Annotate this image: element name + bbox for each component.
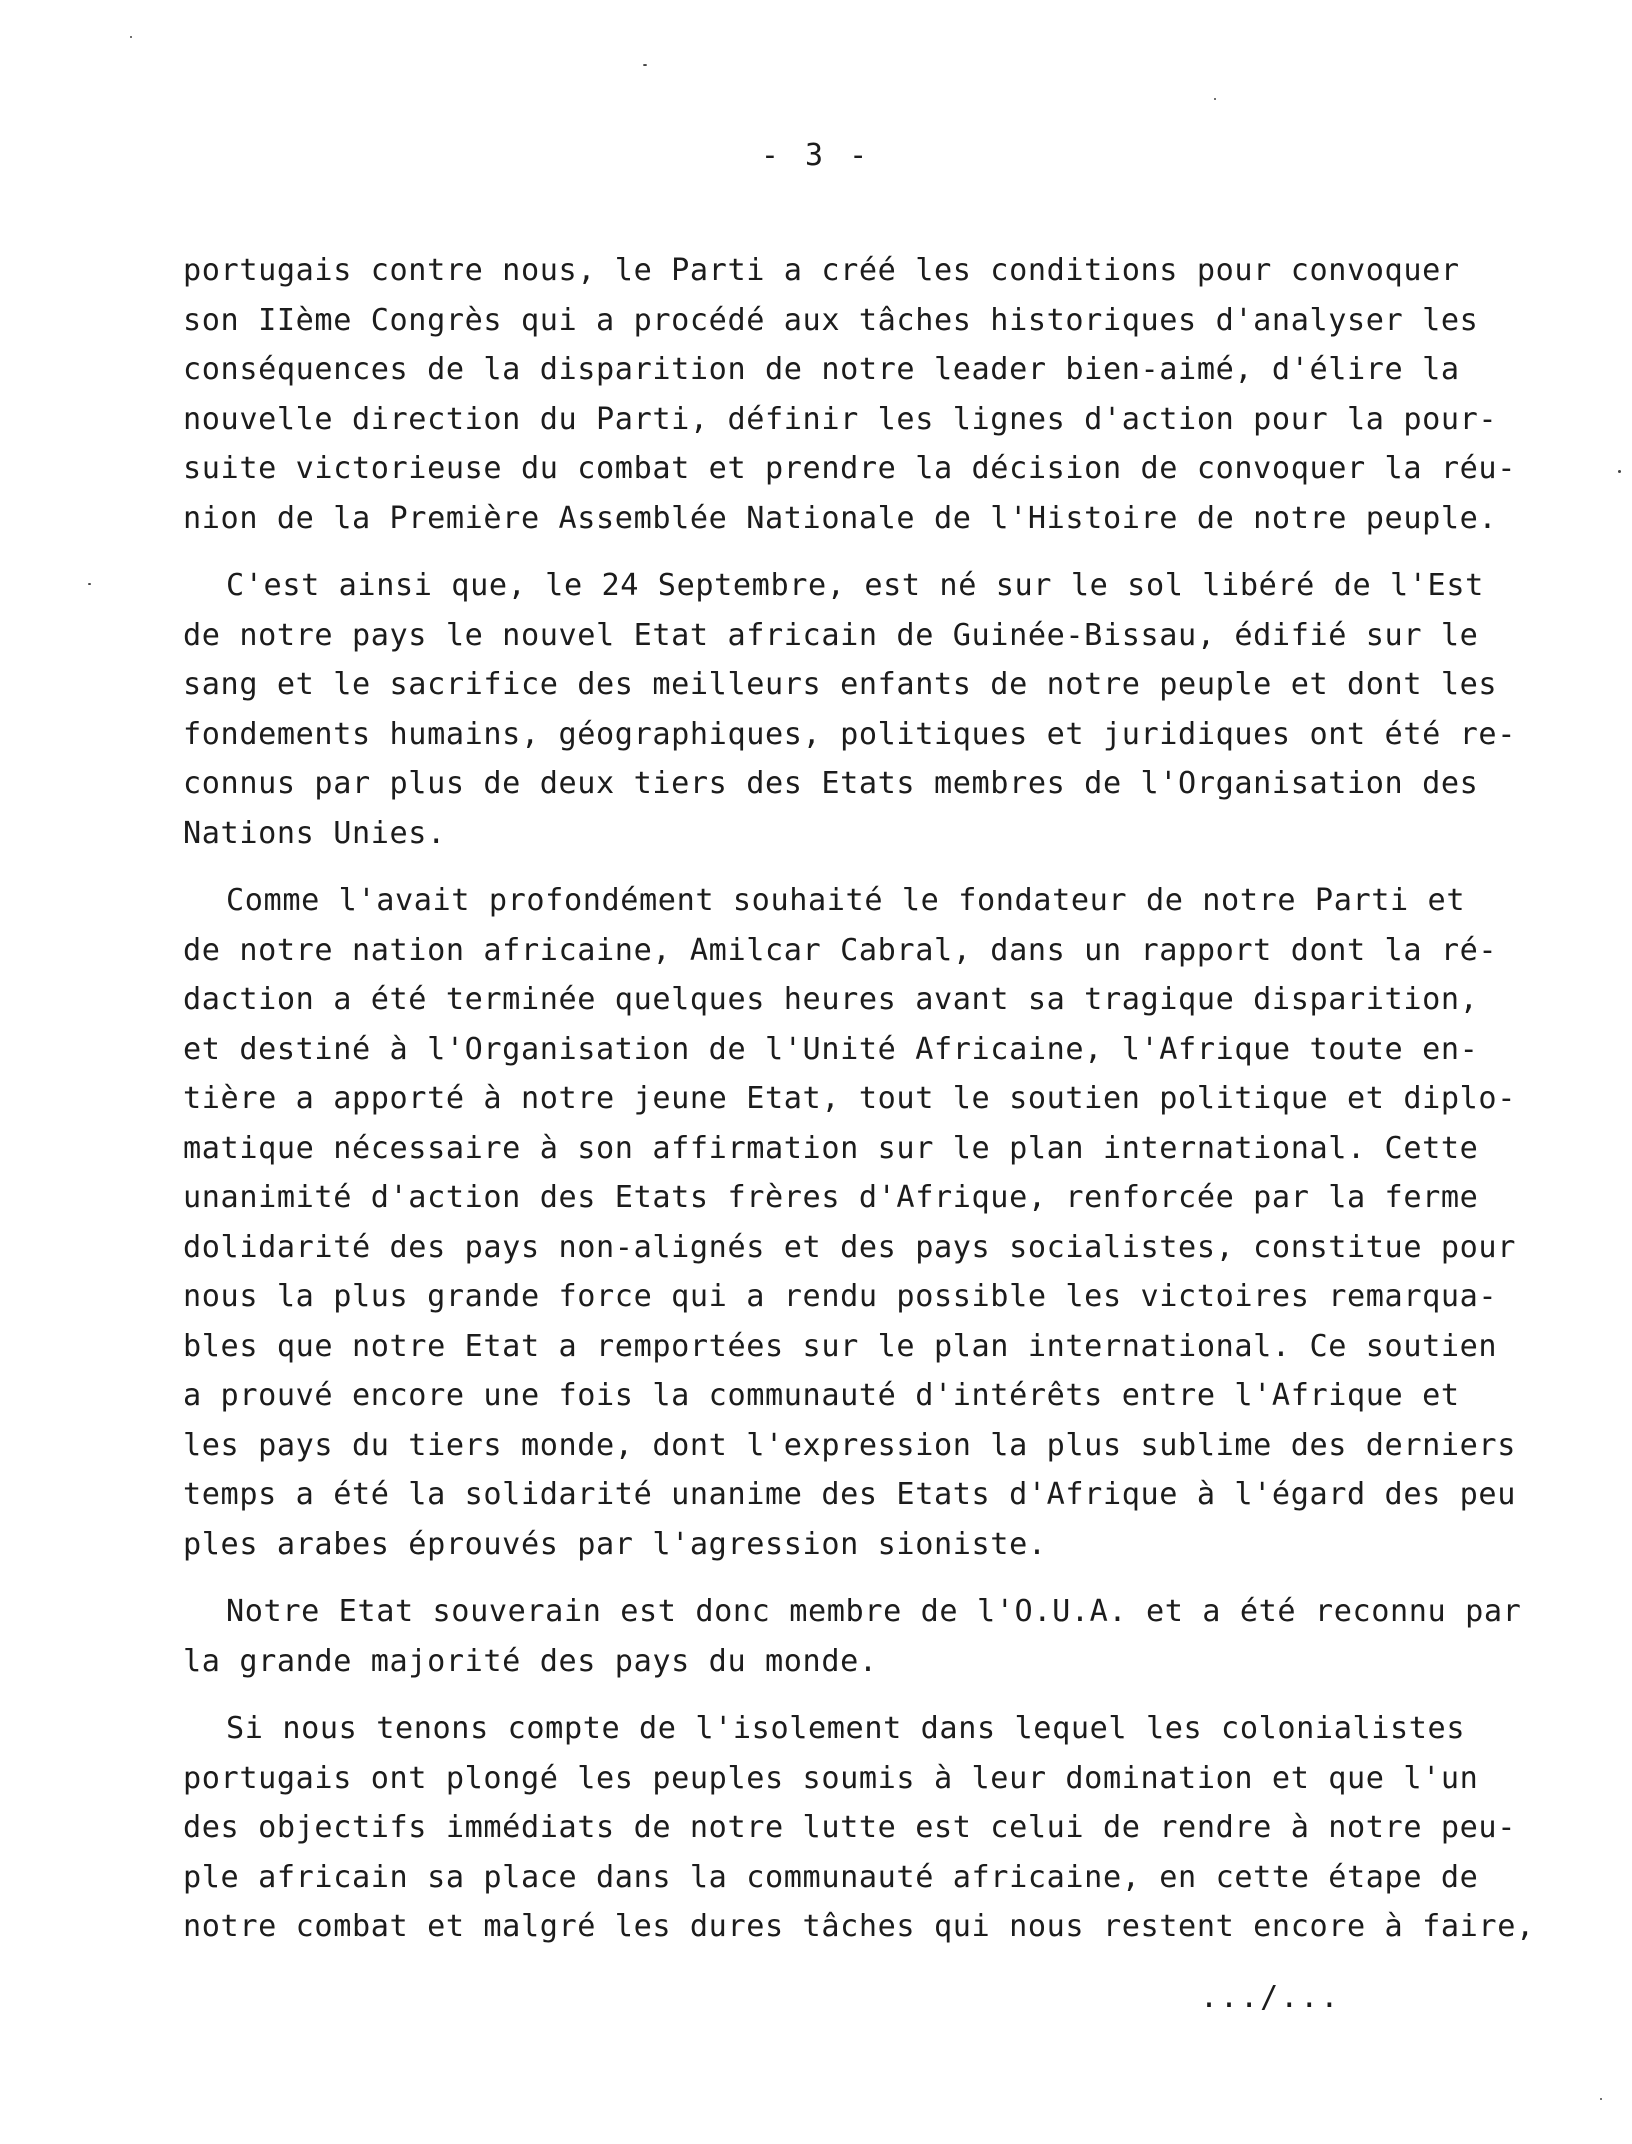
text-line: Nations Unies. <box>183 815 446 851</box>
text-line: portugais ont plongé les peuples soumis à leur domination et que l'un <box>183 1760 1479 1796</box>
scan-speck <box>1214 98 1216 100</box>
text-line: ples arabes éprouvés par l'agression sioniste. <box>183 1526 1047 1562</box>
text-line: notre combat et malgré les dures tâches qui nous restent encore à faire, <box>183 1909 1535 1944</box>
paragraph-5 <box>183 1704 1608 1952</box>
text-line: suite victorieuse du combat et prendre la décision de convoquer la réu- <box>183 451 1516 486</box>
body-text <box>183 246 1608 1970</box>
scan-speck <box>1600 2098 1602 2100</box>
paragraph-3 <box>183 876 1608 1569</box>
page-number: - 3 - <box>760 138 872 173</box>
text-line: bles que notre Etat a remportées sur le plan international. Ce soutien <box>183 1328 1498 1364</box>
text-line: dolidarité des pays non-alignés et des pays socialistes, constitue pour <box>183 1229 1516 1265</box>
text-line: Notre Etat souverain est donc membre de l'O.U.A. et a été reconnu par <box>226 1594 1522 1629</box>
scan-speck <box>1618 470 1621 473</box>
text-line: a prouvé encore une fois la communauté d'intérêts entre l'Afrique et <box>183 1378 1460 1413</box>
scan-speck <box>643 64 647 66</box>
text-line: des objectifs immédiats de notre lutte est celui de rendre à notre peu- <box>183 1810 1516 1845</box>
text-line: sang et le sacrifice des meilleurs enfants de notre peuple et dont les <box>183 667 1498 702</box>
text-line: ple africain sa place dans la communauté africaine, en cette étape de <box>183 1859 1479 1895</box>
text-line: conséquences de la disparition de notre leader bien-aimé, d'élire la <box>183 352 1460 387</box>
text-line: de notre nation africaine, Amilcar Cabral, dans un rapport dont la ré- <box>183 932 1498 968</box>
text-line: portugais contre nous, le Parti a créé les conditions pour convoquer <box>183 253 1460 288</box>
scan-speck <box>88 583 91 585</box>
text-line: de notre pays le nouvel Etat africain de Guinée-Bissau, édifié sur le <box>183 617 1479 653</box>
continuation-mark: .../... <box>1200 1980 1341 2015</box>
text-line: daction a été terminée quelques heures avant sa tragique disparition, <box>183 982 1479 1017</box>
text-line: matique nécessaire à son affirmation sur le plan international. Cette <box>183 1130 1479 1166</box>
text-line: les pays du tiers monde, dont l'expression la plus sublime des derniers <box>183 1427 1516 1463</box>
paragraph-4 <box>183 1587 1608 1686</box>
text-line: tière a apporté à notre jeune Etat, tout le soutien politique et diplo- <box>183 1081 1516 1116</box>
text-line: C'est ainsi que, le 24 Septembre, est né sur le sol libéré de l'Est <box>226 568 1484 603</box>
text-line: temps a été la solidarité unanime des Etats d'Afrique à l'égard des peu <box>183 1477 1516 1512</box>
text-line: nous la plus grande force qui a rendu possible les victoires remarqua- <box>183 1279 1498 1314</box>
text-line: son IIème Congrès qui a procédé aux tâches historiques d'analyser les <box>183 302 1479 338</box>
text-line: et destiné à l'Organisation de l'Unité Africaine, l'Afrique toute en- <box>183 1031 1479 1067</box>
text-line: Comme l'avait profondément souhaité le fondateur de notre Parti et <box>226 883 1466 918</box>
text-line: unanimité d'action des Etats frères d'Afrique, renforcée par la ferme <box>183 1180 1479 1215</box>
text-line: la grande majorité des pays du monde. <box>183 1643 878 1679</box>
paragraph-2 <box>183 561 1608 858</box>
scan-speck <box>130 36 132 38</box>
text-line: nouvelle direction du Parti, définir les lignes d'action pour la pour- <box>183 401 1498 437</box>
text-line: fondements humains, géographiques, politiques et juridiques ont été re- <box>183 716 1516 752</box>
text-line: Si nous tenons compte de l'isolement dans lequel les colonialistes <box>226 1711 1466 1746</box>
text-line: connus par plus de deux tiers des Etats membres de l'Organisation des <box>183 766 1479 801</box>
paragraph-1 <box>183 246 1608 543</box>
text-line: nion de la Première Assemblée Nationale de l'Histoire de notre peuple. <box>183 500 1498 536</box>
